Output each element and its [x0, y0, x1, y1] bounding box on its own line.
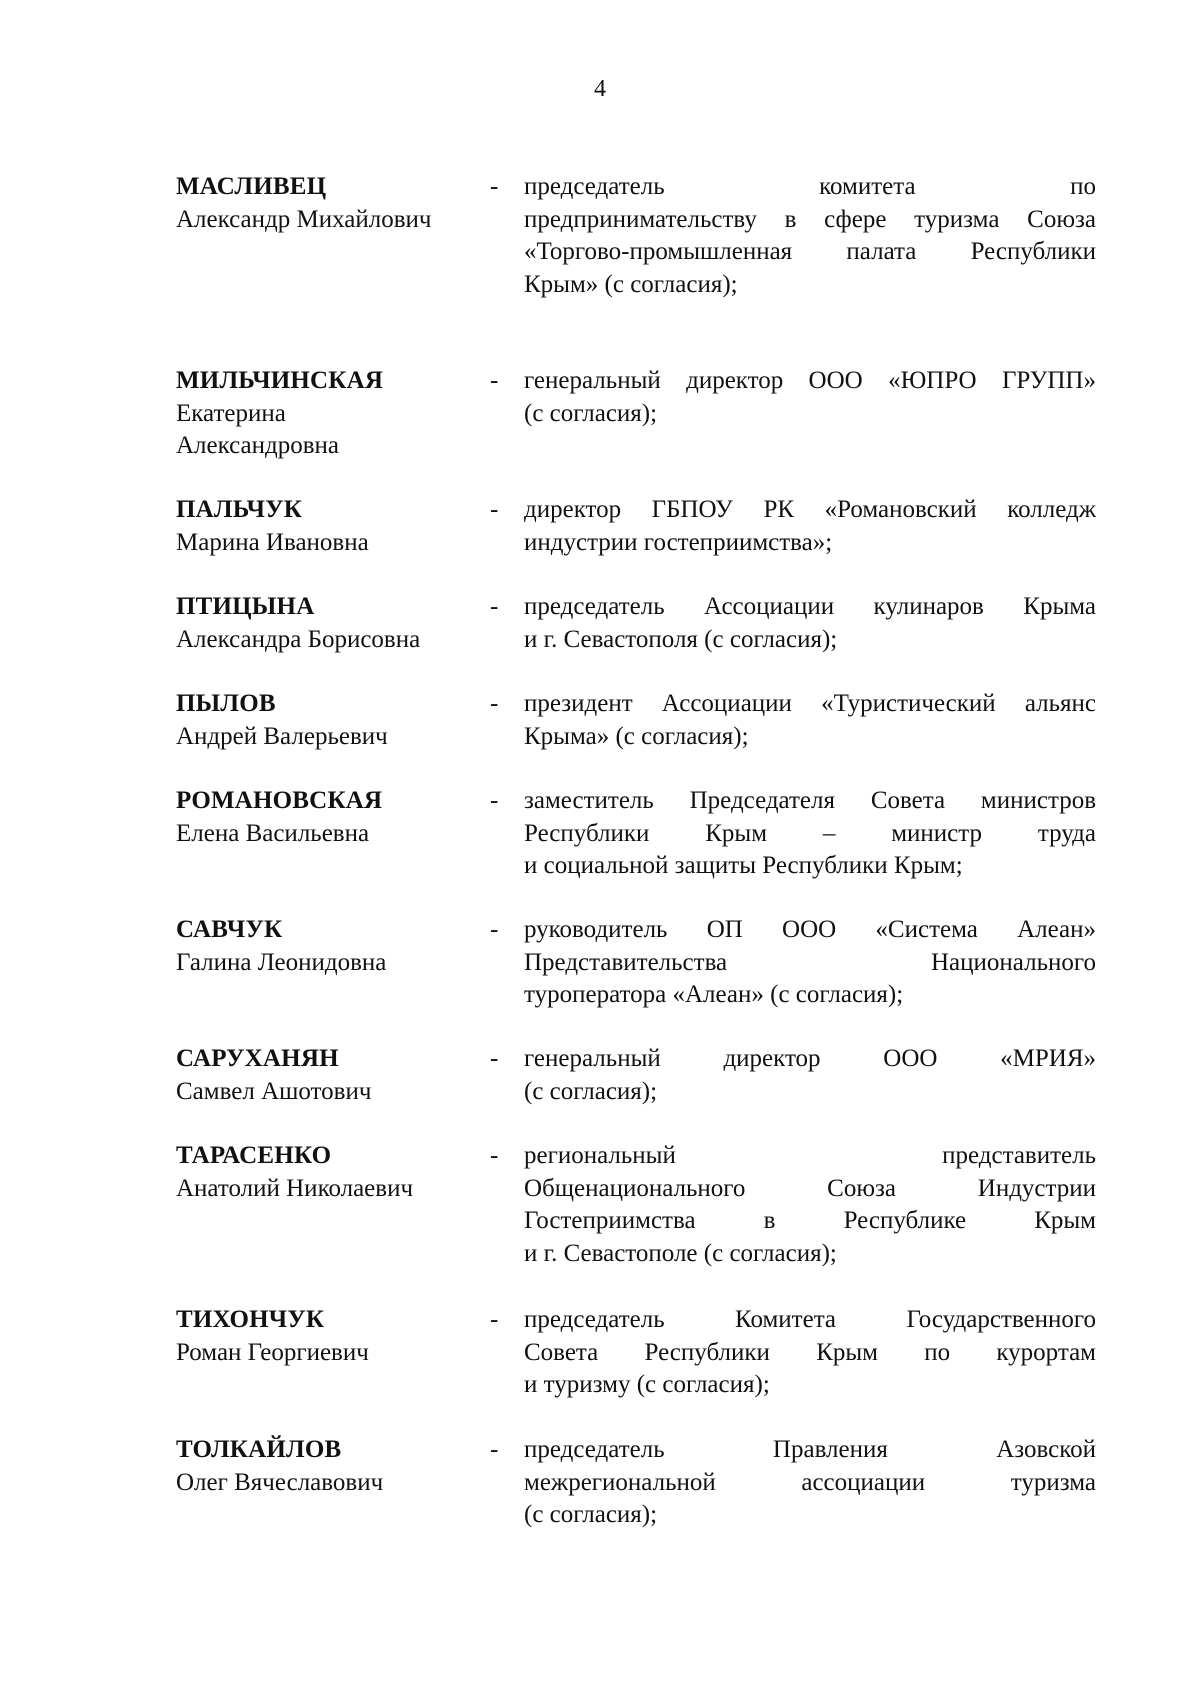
member-given-name: Самвел Ашотович: [176, 1077, 372, 1105]
entry-dash: -: [490, 1436, 499, 1463]
role-line: туроператора «Алеан» (с согласия);: [524, 981, 904, 1008]
member-name: [176, 494, 476, 559]
member-name: [176, 365, 476, 463]
role-line: генеральный директор ООО «МРИЯ»: [524, 1045, 1096, 1072]
member-role: [524, 1434, 1096, 1532]
role-line: и туризму (с согласия);: [524, 1371, 770, 1398]
member-given-name: Андрей Валерьевич: [176, 722, 388, 750]
member-role: [524, 1140, 1096, 1270]
entry-dash: -: [490, 690, 499, 717]
role-line: «Торгово-промышленная палата Республики: [524, 238, 1096, 265]
member-role: [524, 688, 1096, 753]
member-given-name: Александровна: [176, 432, 340, 459]
role-line: председатель Ассоциации кулинаров Крыма: [524, 593, 1096, 620]
member-name: [176, 1434, 476, 1499]
member-surname: МАСЛИВЕЦ: [176, 173, 327, 200]
entry-dash: -: [490, 496, 499, 523]
member-role: [524, 785, 1096, 883]
entry-dash: -: [490, 593, 499, 620]
member-name: [176, 171, 476, 236]
member-given-name: Александра Борисовна: [176, 625, 421, 653]
role-line: предпринимательству в сфере туризма Союза: [524, 205, 1096, 233]
role-line: Совета Республики Крым по курортам: [524, 1338, 1096, 1366]
member-surname: ПТИЦЫНА: [176, 593, 315, 620]
member-role: [524, 914, 1096, 1012]
role-line: (с согласия);: [524, 1501, 658, 1528]
member-name: [176, 1140, 476, 1205]
member-role: [524, 171, 1096, 301]
role-line: и г. Севастополе (с согласия);: [524, 1239, 837, 1267]
member-given-name: Екатерина: [176, 399, 286, 427]
member-surname: ТАРАСЕНКО: [176, 1142, 332, 1169]
member-name: [176, 914, 476, 979]
member-given-name: Марина Ивановна: [176, 528, 369, 556]
member-surname: РОМАНОВСКАЯ: [176, 787, 383, 814]
role-line: и г. Севастополя (с согласия);: [524, 625, 838, 653]
member-given-name: Галина Леонидовна: [176, 948, 387, 976]
role-line: региональный представитель: [524, 1142, 1096, 1169]
role-line: (с согласия);: [524, 399, 658, 427]
role-line: Республики Крым – министр труда: [524, 819, 1096, 847]
role-line: заместитель Председателя Совета министров: [524, 787, 1096, 814]
role-line: Крым» (с согласия);: [524, 270, 738, 298]
entry-dash: -: [490, 916, 499, 943]
role-line: Гостеприимства в Республике Крым: [524, 1207, 1096, 1234]
role-line: индустрии гостеприимства»;: [524, 528, 833, 556]
member-surname: ПАЛЬЧУК: [176, 496, 303, 523]
member-name: [176, 1043, 476, 1108]
role-line: межрегиональной ассоциации туризма: [524, 1468, 1096, 1496]
member-name: [176, 688, 476, 753]
role-line: директор ГБПОУ РК «Романовский колледж: [524, 496, 1096, 523]
member-role: [524, 494, 1096, 559]
entry-dash: -: [490, 367, 499, 394]
member-role: [524, 1304, 1096, 1402]
role-line: президент Ассоциации «Туристический альянс: [524, 690, 1096, 717]
entry-dash: -: [490, 1045, 499, 1072]
role-line: Крыма» (с согласия);: [524, 722, 749, 750]
role-line: Представительства Национального: [524, 948, 1096, 976]
member-surname: ТИХОНЧУК: [176, 1306, 325, 1333]
role-line: председатель Комитета Государственного: [524, 1306, 1096, 1333]
member-role: [524, 365, 1096, 430]
member-role: [524, 1043, 1096, 1108]
member-given-name: Олег Вячеславович: [176, 1468, 384, 1496]
entry-dash: -: [490, 1306, 499, 1333]
role-line: руководитель ОП ООО «Система Алеан»: [524, 916, 1096, 943]
member-surname: МИЛЬЧИНСКАЯ: [176, 367, 384, 394]
member-given-name: Анатолий Николаевич: [176, 1174, 414, 1202]
member-name: [176, 785, 476, 850]
member-name: [176, 591, 476, 656]
role-line: и социальной защиты Республики Крым;: [524, 852, 963, 879]
role-line: (с согласия);: [524, 1077, 658, 1105]
member-surname: ПЫЛОВ: [176, 690, 276, 717]
entry-dash: -: [490, 173, 499, 200]
role-line: генеральный директор ООО «ЮПРО ГРУПП»: [524, 367, 1096, 394]
member-given-name: Александр Михайлович: [176, 205, 432, 233]
role-line: Общенационального Союза Индустрии: [524, 1174, 1096, 1202]
entry-dash: -: [490, 787, 499, 814]
member-given-name: Елена Васильевна: [176, 819, 370, 847]
role-line: председатель Правления Азовской: [524, 1436, 1096, 1463]
page-number: 4: [594, 76, 606, 102]
member-name: [176, 1304, 476, 1369]
role-line: председатель комитета по: [524, 173, 1096, 200]
entry-dash: -: [490, 1142, 499, 1169]
member-surname: САВЧУК: [176, 916, 283, 943]
member-surname: САРУХАНЯН: [176, 1045, 339, 1072]
member-surname: ТОЛКАЙЛОВ: [176, 1436, 342, 1463]
member-given-name: Роман Георгиевич: [176, 1338, 369, 1366]
member-role: [524, 591, 1096, 656]
